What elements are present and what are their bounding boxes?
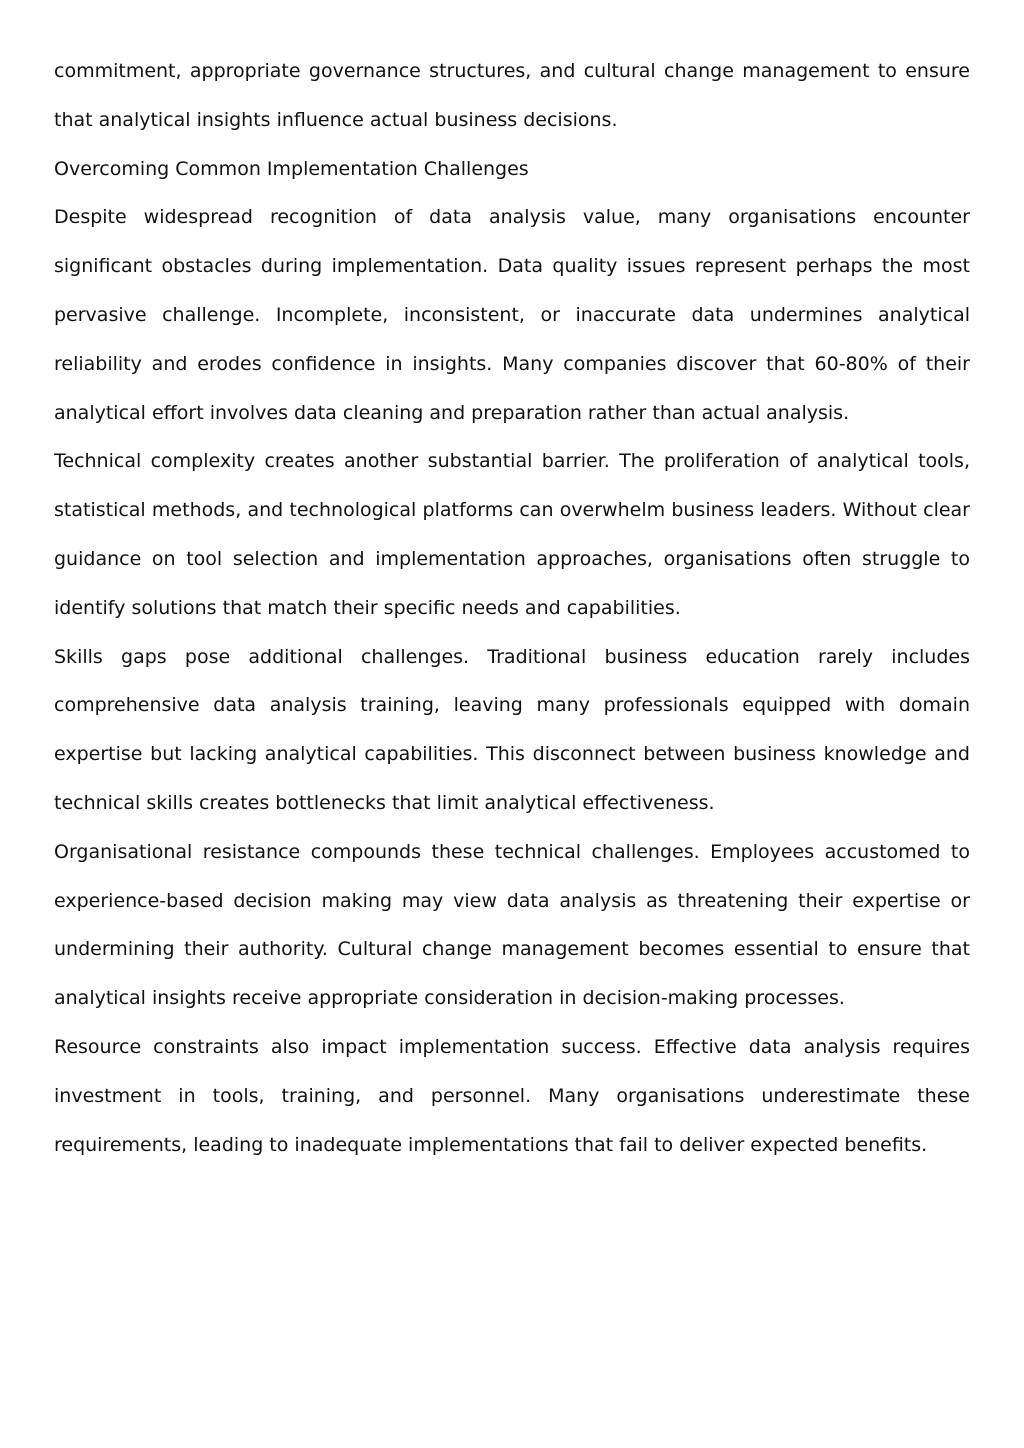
- paragraph-data-quality: Despite widespread recognition of data analysis value, many organisations encounter significant obstacles during implementation. Data quality issues represent perhaps the most pervasive challenge. Incomplete, inconsistent, or inaccurate data undermines analytical reliability and erodes confidence in insights. Many companies discover that 60-80% of their analytical effort involves data cleaning and preparation rather than actual analysis.: [54, 206, 970, 424]
- paragraph-resource-constraints: Resource constraints also impact implementation success. Effective data analysis requires investment in tools, training, and personnel. Many organisations underestimate these requirements, leading to inadequate implementations that fail to deliver expected benefits.: [54, 1035, 970, 1156]
- document-page: [54, 47, 970, 1169]
- paragraph-technical-complexity: Technical complexity creates another substantial barrier. The proliferation of analytical tools, statistical methods, and technological platforms can overwhelm business leaders. Without clear guidance on tool selection and implementation approaches, organisations often struggle to identify solutions that match their specific needs and capabilities.: [54, 450, 970, 619]
- paragraph-skills-gaps: Skills gaps pose additional challenges. Traditional business education rarely includes comprehensive data analysis training, leaving many professionals equipped with domain expertise but lacking analytical capabilities. This disconnect between business knowledge and technical skills creates bottlenecks that limit analytical effectiveness.: [54, 645, 970, 814]
- section-heading: Overcoming Common Implementation Challenges: [54, 157, 529, 180]
- paragraph-continuation: commitment, appropriate governance structures, and cultural change management to ensure that analytical insights influence actual business decisions.: [54, 60, 970, 131]
- paragraph-organisational-resistance: Organisational resistance compounds these technical challenges. Employees accustomed to experience-based decision making may view data analysis as threatening their expertise or undermining their authority. Cultural change management becomes essential to ensure that analytical insights receive appropriate consideration in decision-making processes.: [54, 840, 970, 1010]
